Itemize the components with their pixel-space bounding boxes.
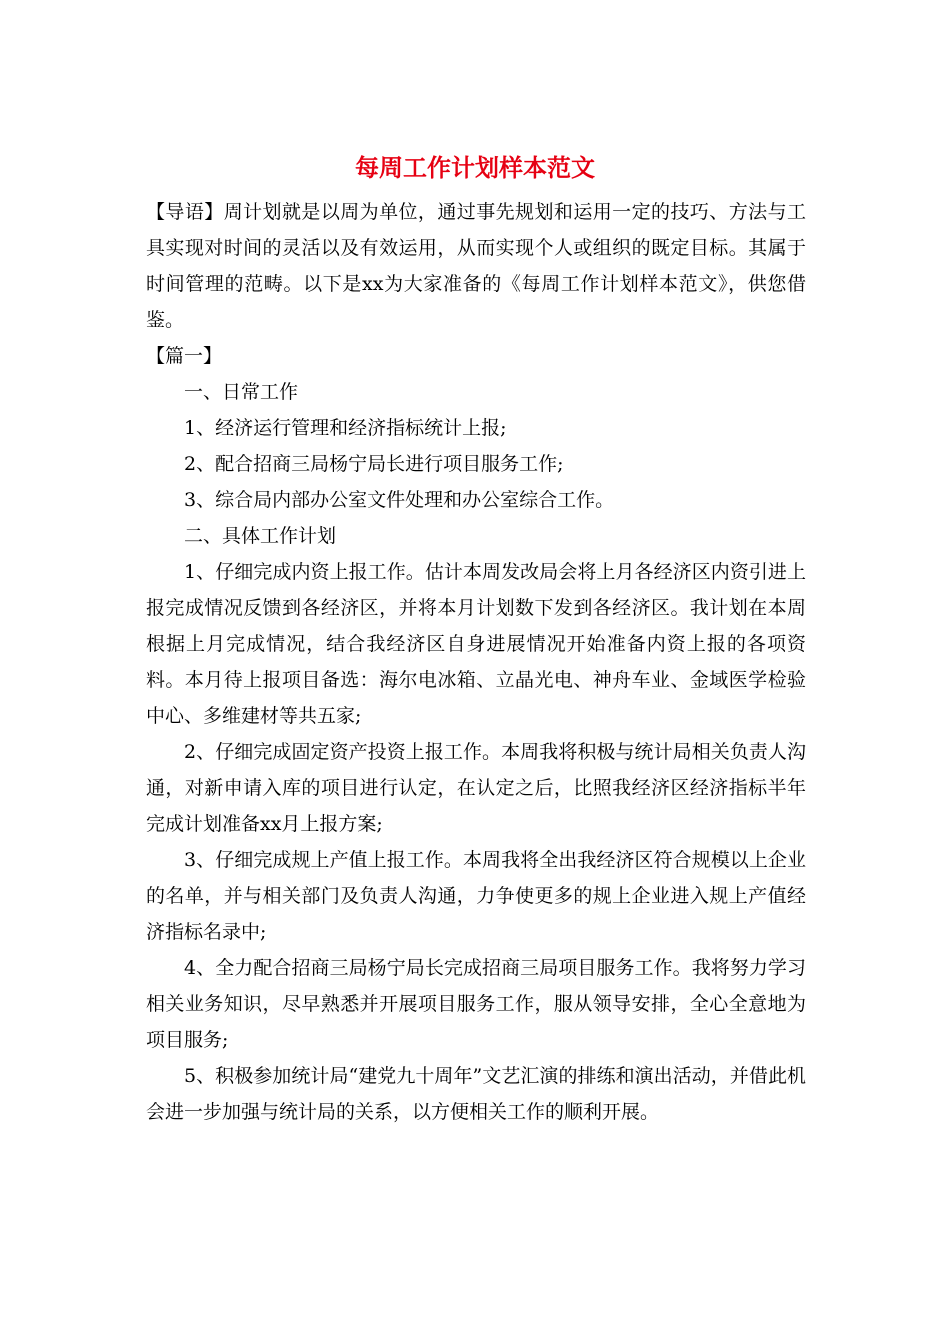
intro-paragraph: 【导语】周计划就是以周为单位，通过事先规划和运用一定的技巧、方法与工具实现对时间的灵活以及有效运用，从而实现个人或组织的既定目标。其属于时间管理的范畴。以下是xx为大家准备的《每周工作计划样本范文》，供您借鉴。	[146, 201, 806, 331]
daily-item: 1、经济运行管理和经济指标统计上报;	[184, 417, 507, 439]
plan-item: 5、积极参加统计局“建党九十周年”文艺汇演的排练和演出活动，并借此机会进一步加强与统计局的关系，以方便相关工作的顺利开展。	[146, 1065, 806, 1123]
daily-item: 2、配合招商三局杨宁局长进行项目服务工作;	[184, 453, 564, 475]
heading-daily-work: 一、日常工作	[184, 381, 299, 403]
heading-work-plan: 二、具体工作计划	[184, 525, 337, 547]
daily-item: 3、综合局内部办公室文件处理和办公室综合工作。	[184, 489, 615, 511]
plan-item: 2、仔细完成固定资产投资上报工作。本周我将积极与统计局相关负责人沟通，对新申请入库的项目进行认定，在认定之后，比照我经济区经济指标半年完成计划准备xx月上报方案;	[146, 741, 806, 835]
plan-item: 4、全力配合招商三局杨宁局长完成招商三局项目服务工作。我将努力学习相关业务知识，尽早熟悉并开展项目服务工作，服从领导安排，全心全意地为项目服务;	[146, 957, 806, 1051]
section-label: 【篇一】	[146, 345, 223, 367]
plan-item: 3、仔细完成规上产值上报工作。本周我将全出我经济区符合规模以上企业的名单，并与相关部门及负责人沟通，力争使更多的规上企业进入规上产值经济指标名录中;	[146, 849, 806, 943]
document-body	[146, 194, 806, 1130]
document-title: 每周工作计划样本范文	[355, 153, 595, 182]
plan-item: 1、仔细完成内资上报工作。估计本周发改局会将上月各经济区内资引进上报完成情况反馈到各经济区，并将本月计划数下发到各经济区。我计划在本周根据上月完成情况，结合我经济区自身进展情况开始准备内资上报的各项资料。本月待上报项目备选：海尔电冰箱、立晶光电、神舟车业、金域医学检验中心、多维建材等共五家;	[146, 561, 806, 727]
